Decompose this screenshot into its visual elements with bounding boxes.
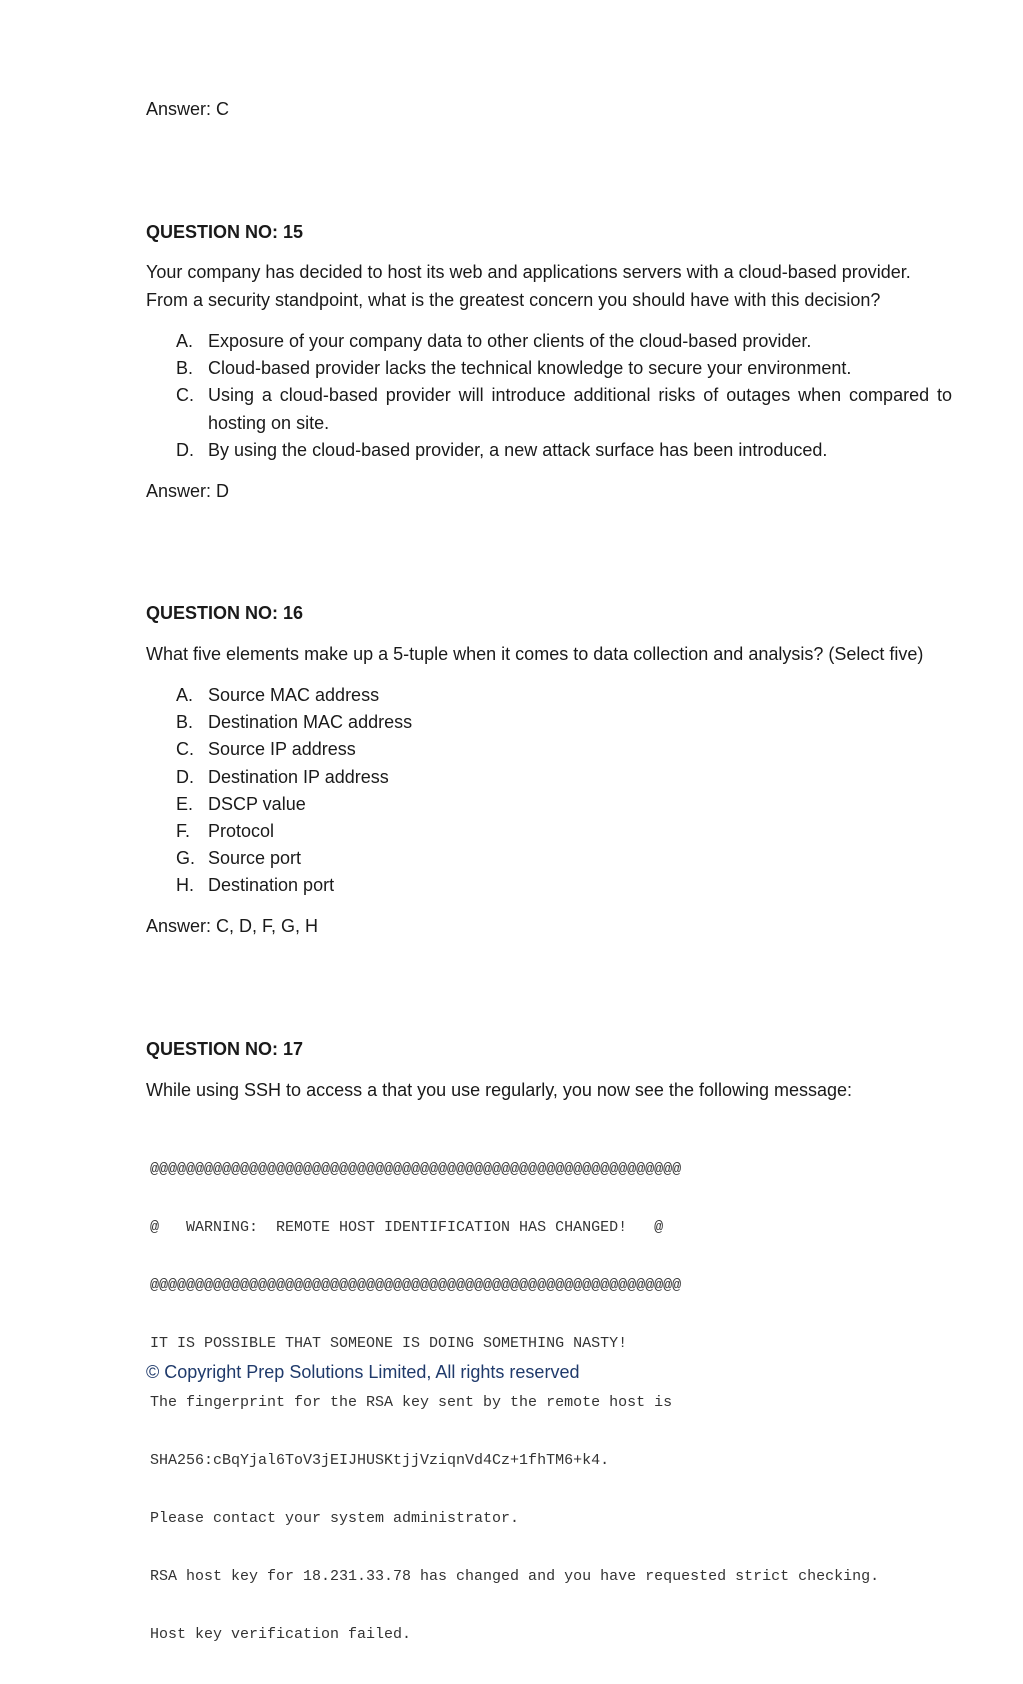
option-item: [176, 682, 952, 709]
option-letter: D.: [176, 766, 194, 787]
option-letter: C.: [176, 739, 194, 760]
option-letter: F.: [176, 821, 191, 842]
option-item: [176, 355, 952, 382]
option-letter: B.: [176, 358, 194, 379]
option-text: Source IP address: [208, 739, 356, 760]
terminal-line: The fingerprint for the RSA key sent by the remote host is: [150, 1393, 673, 1411]
question-17-title: QUESTION NO: 17: [146, 1039, 304, 1059]
terminal-line: IT IS POSSIBLE THAT SOMEONE IS DOING SOMETHING NASTY!: [150, 1335, 628, 1353]
question-15-stem: Your company has decided to host its web and applications servers with a cloud-based provider. From a security standpoint, what is the greatest concern you should have with this decision?: [146, 262, 911, 310]
option-item: [176, 437, 952, 464]
previous-answer: Answer: C: [146, 99, 230, 119]
terminal-line: SHA256:cBqYjal6ToV3jEIJHUSKtjjVziqnVd4Cz+1fhTM6+k4.: [150, 1451, 610, 1469]
option-item: [176, 818, 952, 845]
option-letter: G.: [176, 848, 196, 869]
option-letter: E.: [176, 793, 194, 814]
option-item: [176, 736, 952, 763]
terminal-line: @ WARNING: REMOTE HOST IDENTIFICATION HAS CHANGED! @: [150, 1219, 664, 1237]
option-letter: A.: [176, 331, 194, 351]
question-16-options: [176, 682, 952, 900]
copyright-footer: © Copyright Prep Solutions Limited, All rights reserved: [146, 1362, 580, 1382]
option-text: Exposure of your company data to other clients of the cloud-based provider.: [208, 331, 812, 351]
option-item: [176, 845, 952, 872]
ssh-warning-output: [150, 1121, 955, 1684]
question-17-stem: While using SSH to access a that you use regularly, you now see the following message:: [146, 1080, 853, 1100]
option-text: By using the cloud-based provider, a new attack surface has been introduced.: [208, 439, 828, 460]
terminal-line: @@@@@@@@@@@@@@@@@@@@@@@@@@@@@@@@@@@@@@@@@@@@@@@@@@@@@@@@@@@: [150, 1160, 682, 1178]
option-text: Destination port: [208, 875, 335, 896]
terminal-line: RSA host key for 18.231.33.78 has changed and you have requested strict checking.: [150, 1568, 880, 1586]
terminal-line: Host key verification failed.: [150, 1626, 412, 1644]
option-text: Cloud-based provider lacks the technical knowledge to secure your environment.: [208, 358, 852, 379]
question-16-stem: What five elements make up a 5-tuple when it comes to data collection and analysis? (Select five): [146, 644, 924, 664]
option-letter: H.: [176, 875, 194, 896]
terminal-line: @@@@@@@@@@@@@@@@@@@@@@@@@@@@@@@@@@@@@@@@@@@@@@@@@@@@@@@@@@@: [150, 1277, 682, 1295]
option-letter: A.: [176, 685, 194, 705]
option-text: Protocol: [208, 821, 275, 842]
option-text: Destination MAC address: [208, 712, 413, 733]
question-15-answer: Answer: D: [146, 481, 230, 501]
question-16-answer: Answer: C, D, F, G, H: [146, 916, 319, 936]
option-item: [176, 382, 952, 436]
option-item: [176, 872, 952, 899]
option-letter: B.: [176, 712, 194, 733]
option-text: Source MAC address: [208, 685, 380, 705]
question-15-title: QUESTION NO: 15: [146, 222, 304, 242]
question-15-options: [176, 328, 952, 464]
option-text: Destination IP address: [208, 766, 389, 787]
question-16-title: QUESTION NO: 16: [146, 603, 304, 623]
option-text: DSCP value: [208, 793, 306, 814]
option-letter: D.: [176, 439, 194, 460]
option-item: [176, 791, 952, 818]
option-text: Using a cloud-based provider will introduce additional risks of outages when compared to hosting on site.: [208, 385, 952, 433]
option-text: Source port: [208, 848, 302, 869]
option-item: [176, 328, 952, 355]
option-item: [176, 764, 952, 791]
option-letter: C.: [176, 385, 194, 406]
option-item: [176, 709, 952, 736]
terminal-line: Please contact your system administrator.: [150, 1510, 520, 1528]
